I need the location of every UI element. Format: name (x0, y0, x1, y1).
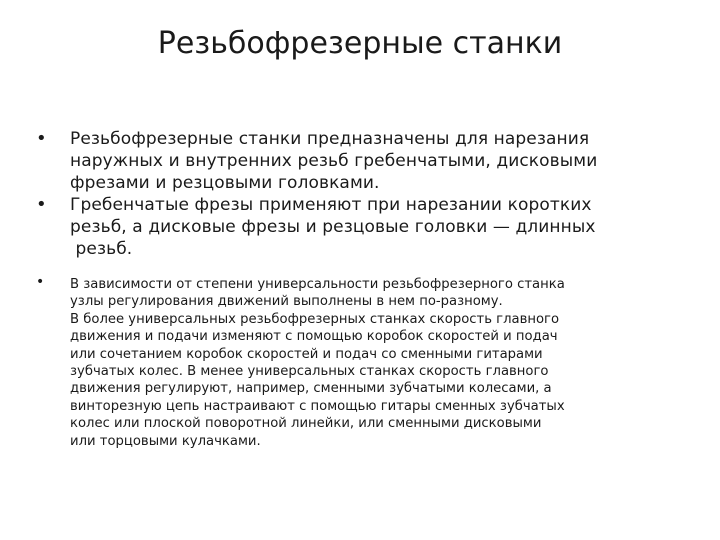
bullet-line: В более универсальных резьбофрезерных станках скорость главного (70, 311, 560, 327)
bullet-line: наружных и внутренних резьб гребенчатыми, дисковыми (70, 151, 598, 171)
bullet-line: колес или плоской поворотной линейки, или сменными дисковыми (70, 416, 542, 432)
bullet-line: винторезную цепь настраивают с помощью гитары сменных зубчатых (70, 398, 565, 414)
bullet-line: фрезами и резцовыми головками. (70, 173, 380, 193)
bullet-list (36, 128, 686, 450)
bullet-text (70, 276, 686, 450)
bullet-line: резьб, а дисковые фрезы и резцовые головки — длинных (70, 217, 596, 237)
bullet-line: В зависимости от степени универсальности резьбофрезерного станка (70, 277, 565, 292)
bullet-line: узлы регулирования движений выполнены в нем по-разному. (70, 294, 503, 310)
bullet-line: Резьбофрезерные станки предназначены для нарезания (70, 129, 590, 149)
bullet-line: зубчатых колес. В менее универсальных станках скорость главного (70, 364, 549, 380)
bullet-line: резьб. (70, 239, 133, 259)
bullet-line: движения и подачи изменяют с помощью коробок скоростей и подач (70, 329, 558, 345)
bullet-item-1 (36, 128, 686, 194)
bullet-dot-icon: • (36, 274, 45, 290)
bullet-dot-icon: • (36, 128, 47, 149)
bullet-text (70, 128, 686, 194)
bullet-line: движения регулируют, например, сменными зубчатыми колесами, а (70, 381, 552, 397)
bullet-item-3 (36, 276, 686, 450)
bullet-item-2 (36, 194, 686, 260)
bullet-line: или сочетанием коробок скоростей и подач со сменными гитарами (70, 346, 543, 362)
bullet-dot-icon: • (36, 194, 47, 215)
slide-title: Резьбофрезерные станки (157, 26, 563, 61)
bullet-line: Гребенчатые фрезы применяют при нарезании коротких (70, 195, 592, 215)
bullet-text (70, 194, 686, 260)
bullet-line: или торцовыми кулачками. (70, 433, 261, 449)
